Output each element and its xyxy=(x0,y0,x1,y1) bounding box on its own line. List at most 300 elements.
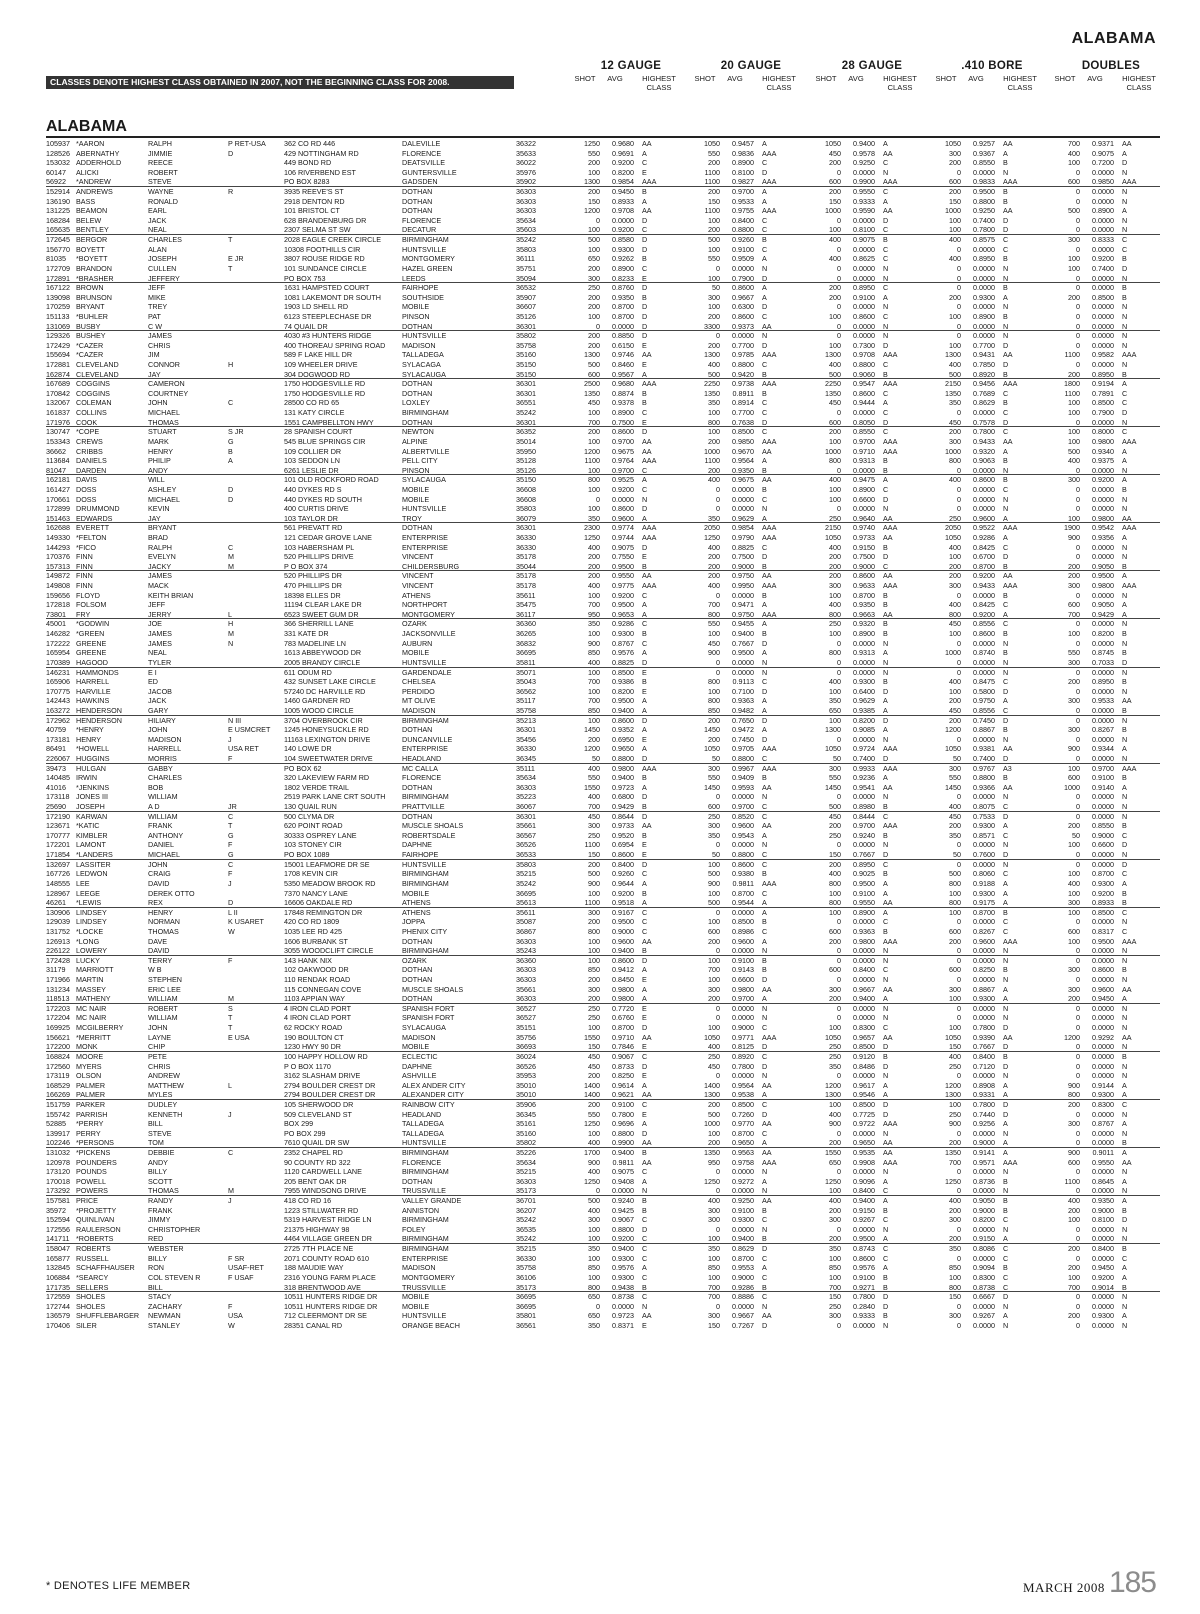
highest-class: N xyxy=(762,840,784,850)
first-name: JACKY xyxy=(148,562,206,572)
average: 0.7800 xyxy=(965,427,995,437)
highest-class: A xyxy=(642,600,664,610)
average: 0.9500 xyxy=(604,917,634,927)
shot-count: 1300 xyxy=(572,350,600,360)
address: 18398 ELLES DR xyxy=(284,591,394,601)
highest-class: N xyxy=(1122,197,1144,207)
zip: 35178 xyxy=(516,571,544,581)
shot-count: 100 xyxy=(572,591,600,601)
average: 0.8600 xyxy=(845,1254,875,1264)
highest-class: D xyxy=(1003,1062,1025,1072)
city: BIRMINGHAM xyxy=(402,235,502,245)
address: 470 PHILLIPS DR xyxy=(284,581,394,591)
average: 0.8740 xyxy=(965,648,995,658)
highest-class: D xyxy=(1003,687,1025,697)
zip: 35243 xyxy=(516,946,544,956)
shot-count: 800 xyxy=(933,610,961,620)
zip: 35634 xyxy=(516,773,544,783)
average: 0.9617 xyxy=(845,1081,875,1091)
shot-count: 200 xyxy=(572,187,600,197)
average: 0.9144 xyxy=(1084,1081,1114,1091)
average: 0.9260 xyxy=(604,869,634,879)
shot-count: 800 xyxy=(1052,1090,1080,1100)
highest-class: B xyxy=(642,629,664,639)
shot-count: 100 xyxy=(813,1100,841,1110)
table-row xyxy=(46,639,1160,649)
highest-class: D xyxy=(762,1321,784,1331)
shot-count: 100 xyxy=(933,1023,961,1033)
shot-count: 300 xyxy=(933,764,961,774)
average: 0.8600 xyxy=(724,283,754,293)
highest-class: B xyxy=(1003,475,1025,485)
highest-class: B xyxy=(1003,370,1025,380)
highest-class: N xyxy=(1003,1129,1025,1139)
highest-class: N xyxy=(883,322,905,332)
average: 0.7700 xyxy=(724,408,754,418)
shot-count: 200 xyxy=(692,571,720,581)
shot-count: 0 xyxy=(1052,668,1080,678)
city: SPANISH FORT xyxy=(402,1004,502,1014)
shot-count: 0 xyxy=(1052,735,1080,745)
shot-count: 1550 xyxy=(572,1033,600,1043)
highest-class: A xyxy=(762,187,784,197)
highest-class: D xyxy=(1122,408,1144,418)
highest-class: C xyxy=(762,1129,784,1139)
shot-count: 0 xyxy=(1052,1186,1080,1196)
average: 0.9482 xyxy=(724,706,754,716)
average: 0.9755 xyxy=(724,206,754,216)
shot-count: 200 xyxy=(692,937,720,947)
table-row xyxy=(46,1273,1160,1283)
suffix: M xyxy=(228,994,276,1004)
highest-class: C xyxy=(1003,543,1025,553)
suffix: F USAF xyxy=(228,1273,276,1283)
highest-class: A xyxy=(1122,1311,1144,1321)
address: 2071 COUNTY ROAD 610 xyxy=(284,1254,394,1264)
address: 304 DOGWOOD RD xyxy=(284,370,394,380)
average: 0.8500 xyxy=(1084,908,1114,918)
average: 0.8475 xyxy=(965,677,995,687)
shot-count: 100 xyxy=(1052,408,1080,418)
table-row xyxy=(46,370,1160,380)
address: 2794 BOULDER CREST DR xyxy=(284,1081,394,1091)
average: 0.8800 xyxy=(724,225,754,235)
city: ENTERPRISE xyxy=(402,543,502,553)
address: 62 ROCKY ROAD xyxy=(284,1023,394,1033)
shot-count: 200 xyxy=(813,552,841,562)
highest-class: D xyxy=(1003,716,1025,726)
table-row xyxy=(46,1311,1160,1321)
average: 0.0000 xyxy=(724,668,754,678)
highest-class: A xyxy=(762,600,784,610)
shot-count: 1100 xyxy=(1052,350,1080,360)
shot-count: 400 xyxy=(813,1110,841,1120)
average: 0.9675 xyxy=(604,447,634,457)
table-row xyxy=(46,408,1160,418)
shot-count: 200 xyxy=(692,187,720,197)
shot-count: 100 xyxy=(1052,908,1080,918)
shot-count: 200 xyxy=(1052,677,1080,687)
shot-count: 100 xyxy=(933,629,961,639)
column-header-shot: SHOT xyxy=(813,74,839,83)
highest-class: N xyxy=(762,1302,784,1312)
highest-class: D xyxy=(762,341,784,351)
page-number: 185 xyxy=(1109,1566,1156,1599)
city: SYLACAUGA xyxy=(402,1023,502,1033)
shot-count: 50 xyxy=(692,754,720,764)
shot-count: 0 xyxy=(1052,1071,1080,1081)
table-row xyxy=(46,485,1160,495)
zip: 35160 xyxy=(516,1129,544,1139)
highest-class: D xyxy=(642,216,664,226)
average: 0.9629 xyxy=(845,696,875,706)
last-name: *LEWIS xyxy=(76,898,142,908)
average: 0.0000 xyxy=(1084,1129,1114,1139)
average: 0.6300 xyxy=(724,302,754,312)
city: MADISON xyxy=(402,1033,502,1043)
average: 0.9100 xyxy=(724,245,754,255)
average: 0.9409 xyxy=(724,773,754,783)
highest-class: A xyxy=(642,879,664,889)
shot-count: 900 xyxy=(1052,744,1080,754)
average: 0.0000 xyxy=(1084,1234,1114,1244)
address: 432 SUNSET LAKE CIRCLE xyxy=(284,677,394,687)
average: 0.8874 xyxy=(604,389,634,399)
shot-count: 100 xyxy=(1052,254,1080,264)
shot-count: 350 xyxy=(692,398,720,408)
shot-count: 550 xyxy=(572,1110,600,1120)
shot-count: 1200 xyxy=(572,744,600,754)
member-id: 173118 xyxy=(46,792,74,802)
shot-count: 0 xyxy=(1052,850,1080,860)
shot-count: 0 xyxy=(1052,168,1080,178)
city: BIRMINGHAM xyxy=(402,879,502,889)
average: 0.9367 xyxy=(965,149,995,159)
first-name: CHARLES xyxy=(148,235,206,245)
shot-count: 0 xyxy=(572,1186,600,1196)
average: 0.7800 xyxy=(965,1023,995,1033)
shot-count: 2250 xyxy=(813,379,841,389)
average: 0.9650 xyxy=(845,1138,875,1148)
zip: 36303 xyxy=(516,206,544,216)
zip: 35613 xyxy=(516,898,544,908)
average: 0.0000 xyxy=(845,1167,875,1177)
shot-count: 250 xyxy=(933,514,961,524)
highest-class: C xyxy=(762,225,784,235)
shot-count: 100 xyxy=(692,1273,720,1283)
first-name: THOMAS xyxy=(148,1186,206,1196)
member-id: 136579 xyxy=(46,1311,74,1321)
average: 0.9543 xyxy=(724,831,754,841)
zip: 35215 xyxy=(516,869,544,879)
zip: 36551 xyxy=(516,398,544,408)
shot-count: 950 xyxy=(692,1158,720,1168)
highest-class: C xyxy=(1122,398,1144,408)
table-row xyxy=(46,1062,1160,1072)
shot-count: 900 xyxy=(572,879,600,889)
address: 429 NOTTINGHAM RD xyxy=(284,149,394,159)
shot-count: 550 xyxy=(692,773,720,783)
highest-class: A xyxy=(762,937,784,947)
last-name: KARWAN xyxy=(76,812,142,822)
average: 0.9444 xyxy=(845,398,875,408)
address: 2352 CHAPEL RD xyxy=(284,1148,394,1158)
average: 0.0000 xyxy=(1084,639,1114,649)
last-name: MC NAIR xyxy=(76,1004,142,1014)
average: 0.9300 xyxy=(845,677,875,687)
member-id: 56922 xyxy=(46,177,74,187)
last-name: LEDWON xyxy=(76,869,142,879)
highest-class: B xyxy=(762,629,784,639)
column-header-highest: HIGHEST CLASS xyxy=(754,74,804,92)
shot-count: 0 xyxy=(933,658,961,668)
highest-class: N xyxy=(1122,322,1144,332)
last-name: HENDERSON xyxy=(76,716,142,726)
table-row xyxy=(46,379,1160,389)
shot-count: 0 xyxy=(813,1071,841,1081)
first-name: HARRELL xyxy=(148,744,206,754)
average: 0.2840 xyxy=(845,1302,875,1312)
shot-count: 200 xyxy=(1052,821,1080,831)
shot-count: 500 xyxy=(813,802,841,812)
average: 0.9371 xyxy=(1084,139,1114,149)
highest-class: C xyxy=(1003,1215,1025,1225)
average: 0.6600 xyxy=(1084,840,1114,850)
address: 4 IRON CLAD PORT xyxy=(284,1013,394,1023)
highest-class: A xyxy=(1122,994,1144,1004)
shot-count: 0 xyxy=(933,860,961,870)
average: 0.9518 xyxy=(604,898,634,908)
highest-class: C xyxy=(1003,427,1025,437)
highest-class: A xyxy=(1122,600,1144,610)
average: 0.9060 xyxy=(845,370,875,380)
shot-count: 100 xyxy=(933,552,961,562)
shot-count: 300 xyxy=(692,293,720,303)
highest-class: D xyxy=(642,716,664,726)
table-row xyxy=(46,629,1160,639)
first-name: JACK xyxy=(148,216,206,226)
highest-class: N xyxy=(1122,1004,1144,1014)
last-name: BUSBY xyxy=(76,322,142,332)
average: 0.0000 xyxy=(1084,754,1114,764)
shot-count: 0 xyxy=(813,1321,841,1331)
last-name: *KATIC xyxy=(76,821,142,831)
average: 0.9767 xyxy=(965,764,995,774)
address: 620 POINT ROAD xyxy=(284,821,394,831)
average: 0.8600 xyxy=(724,312,754,322)
shot-count: 500 xyxy=(692,869,720,879)
shot-count: 100 xyxy=(572,1273,600,1283)
average: 0.0000 xyxy=(965,245,995,255)
shot-count: 0 xyxy=(813,302,841,312)
highest-class: AAA xyxy=(1003,581,1025,591)
shot-count: 0 xyxy=(1052,1042,1080,1052)
shot-count: 1050 xyxy=(692,1033,720,1043)
shot-count: 0 xyxy=(933,466,961,476)
highest-class: C xyxy=(762,889,784,899)
average: 0.6954 xyxy=(604,840,634,850)
average: 0.9200 xyxy=(1084,254,1114,264)
shot-count: 0 xyxy=(813,168,841,178)
average: 0.0000 xyxy=(1084,504,1114,514)
last-name: PARRISH xyxy=(76,1110,142,1120)
shot-count: 1350 xyxy=(692,1148,720,1158)
table-row xyxy=(46,341,1160,351)
highest-class: E xyxy=(642,1071,664,1081)
table-row xyxy=(46,725,1160,735)
average: 0.9000 xyxy=(724,562,754,572)
highest-class: A xyxy=(883,648,905,658)
highest-class: N xyxy=(1003,668,1025,678)
table-row xyxy=(46,706,1160,716)
average: 0.9350 xyxy=(604,293,634,303)
highest-class: AAA xyxy=(642,523,664,533)
shot-count: 550 xyxy=(1052,648,1080,658)
shot-count: 0 xyxy=(572,495,600,505)
shot-count: 0 xyxy=(1052,245,1080,255)
average: 0.9100 xyxy=(845,889,875,899)
first-name: DUDLEY xyxy=(148,1100,206,1110)
shot-count: 150 xyxy=(813,850,841,860)
first-name: JIMMY xyxy=(148,1215,206,1225)
highest-class: N xyxy=(1003,1225,1025,1235)
highest-class: B xyxy=(1122,898,1144,908)
shot-count: 0 xyxy=(1052,812,1080,822)
table-row xyxy=(46,581,1160,591)
table-row xyxy=(46,533,1160,543)
suffix: E USMCRET xyxy=(228,725,276,735)
highest-class: D xyxy=(642,312,664,322)
shot-count: 100 xyxy=(933,1273,961,1283)
suffix: W xyxy=(228,1321,276,1331)
average: 0.0000 xyxy=(965,1321,995,1331)
last-name: HARRELL xyxy=(76,677,142,687)
last-name: BASS xyxy=(76,197,142,207)
suffix: A xyxy=(228,456,276,466)
average: 0.8900 xyxy=(604,408,634,418)
average: 0.8900 xyxy=(604,264,634,274)
first-name: STANLEY xyxy=(148,1321,206,1331)
address: 611 ODUM RD xyxy=(284,668,394,678)
first-name: WEBSTER xyxy=(148,1244,206,1254)
shot-count: 0 xyxy=(933,245,961,255)
first-name: JEFF xyxy=(148,283,206,293)
highest-class: N xyxy=(1122,1013,1144,1023)
member-id: 170389 xyxy=(46,658,74,668)
table-row xyxy=(46,773,1160,783)
highest-class: A xyxy=(642,965,664,975)
member-id: 168824 xyxy=(46,1052,74,1062)
highest-class: C xyxy=(642,1244,664,1254)
first-name: CHARLES xyxy=(148,773,206,783)
highest-class: B xyxy=(1122,293,1144,303)
highest-class: C xyxy=(1003,706,1025,716)
shot-count: 300 xyxy=(692,1311,720,1321)
average: 0.8425 xyxy=(965,600,995,610)
average: 0.9670 xyxy=(724,447,754,457)
zip: 35906 xyxy=(516,1100,544,1110)
average: 0.8825 xyxy=(724,543,754,553)
zip: 35242 xyxy=(516,1215,544,1225)
shot-count: 200 xyxy=(572,975,600,985)
highest-class: B xyxy=(1122,254,1144,264)
shot-count: 2500 xyxy=(572,379,600,389)
average: 0.9400 xyxy=(604,1244,634,1254)
shot-count: 1200 xyxy=(933,1081,961,1091)
first-name: JAMES xyxy=(148,629,206,639)
highest-class: N xyxy=(1122,495,1144,505)
average: 0.8267 xyxy=(1084,725,1114,735)
highest-class: D xyxy=(1003,1292,1025,1302)
first-name: CHIP xyxy=(148,1042,206,1052)
average: 0.9431 xyxy=(965,350,995,360)
member-id: 105937 xyxy=(46,139,74,149)
highest-class: D xyxy=(883,1062,905,1072)
address: 1631 HAMPSTED COURT xyxy=(284,283,394,293)
highest-class: N xyxy=(1122,956,1144,966)
table-row xyxy=(46,302,1160,312)
suffix: D xyxy=(228,485,276,495)
shot-count: 350 xyxy=(813,1244,841,1254)
shot-count: 200 xyxy=(572,331,600,341)
zip: 36301 xyxy=(516,523,544,533)
highest-class: N xyxy=(1122,552,1144,562)
first-name: WILLIAM xyxy=(148,792,206,802)
last-name: *BRASHER xyxy=(76,274,142,284)
address: 17848 REMINGTON DR xyxy=(284,908,394,918)
shot-count: 0 xyxy=(692,908,720,918)
member-id: 171976 xyxy=(46,418,74,428)
average: 0.0000 xyxy=(845,264,875,274)
highest-class: AA xyxy=(1122,1033,1144,1043)
shot-count: 400 xyxy=(933,1052,961,1062)
average: 0.9500 xyxy=(845,1234,875,1244)
first-name: GARY xyxy=(148,706,206,716)
highest-class: AA xyxy=(1122,696,1144,706)
city: NEWTON xyxy=(402,427,502,437)
highest-class: B xyxy=(883,927,905,937)
highest-class: C xyxy=(883,312,905,322)
highest-class: AAA xyxy=(1003,379,1025,389)
gauge-group-header xyxy=(1052,60,1170,100)
last-name: *FELTON xyxy=(76,533,142,543)
average: 0.8914 xyxy=(724,398,754,408)
shot-count: 200 xyxy=(1052,562,1080,572)
highest-class: D xyxy=(642,504,664,514)
shot-count: 100 xyxy=(572,1254,600,1264)
last-name: SHUFFLEBARGER xyxy=(76,1311,142,1321)
table-row xyxy=(46,149,1160,159)
highest-class: AA xyxy=(883,898,905,908)
highest-class: A xyxy=(1122,1090,1144,1100)
shot-count: 350 xyxy=(572,514,600,524)
shot-count: 300 xyxy=(1052,898,1080,908)
average: 0.8400 xyxy=(845,965,875,975)
average: 0.0000 xyxy=(1084,1052,1114,1062)
zip: 36562 xyxy=(516,687,544,697)
average: 0.8950 xyxy=(1084,677,1114,687)
shot-count: 200 xyxy=(933,427,961,437)
highest-class: C xyxy=(762,850,784,860)
city: FLORENCE xyxy=(402,1158,502,1168)
highest-class: N xyxy=(1003,1013,1025,1023)
member-id: 167726 xyxy=(46,869,74,879)
highest-class: N xyxy=(1122,543,1144,553)
address: 57240 DC HARVILLE RD xyxy=(284,687,394,697)
highest-class: N xyxy=(762,1013,784,1023)
highest-class: A xyxy=(642,744,664,754)
table-row xyxy=(46,245,1160,255)
